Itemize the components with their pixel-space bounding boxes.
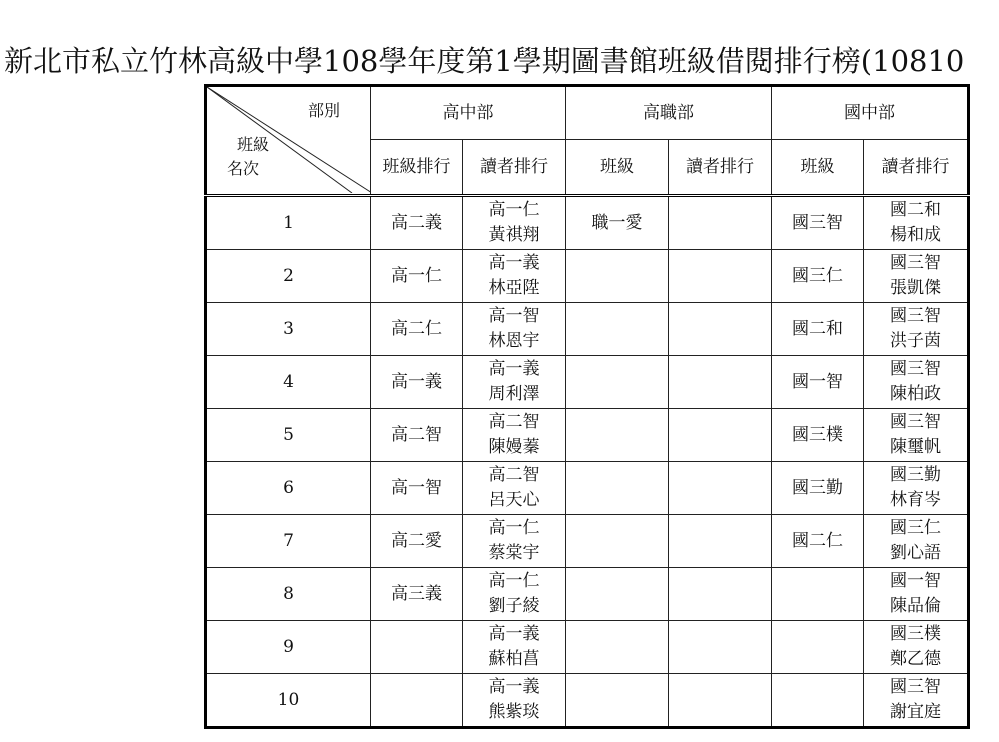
junior-reader-cell xyxy=(864,674,969,728)
rank-number: 9 xyxy=(206,621,371,674)
table-row xyxy=(206,303,969,356)
voc-class-cell xyxy=(566,674,669,728)
junior-reader-cell xyxy=(864,462,969,515)
voc-class-cell xyxy=(566,250,669,303)
junior-reader-class: 國三智 xyxy=(890,306,941,326)
voc-class-cell: 職一愛 xyxy=(566,196,669,250)
senior-reader-cell xyxy=(463,196,566,250)
senior-reader-class: 高二智 xyxy=(488,465,540,485)
senior-class-cell: 高二智 xyxy=(371,409,463,462)
corner-department-label: 部別 xyxy=(307,101,340,120)
senior-class-cell xyxy=(371,674,463,728)
rank-number: 3 xyxy=(206,303,371,356)
rank-number: 6 xyxy=(206,462,371,515)
voc-class-cell xyxy=(566,356,669,409)
junior-reader-name: 洪子茵 xyxy=(890,331,941,351)
senior-class-cell: 高二義 xyxy=(371,196,463,250)
senior-class-cell: 高一智 xyxy=(371,462,463,515)
junior-class-cell: 國二和 xyxy=(772,303,864,356)
junior-reader-class: 國三樸 xyxy=(890,624,941,644)
senior-class-cell: 高一仁 xyxy=(371,250,463,303)
senior-reader-class: 高一義 xyxy=(488,359,540,379)
junior-class-cell xyxy=(772,621,864,674)
subheader-senior-reader: 讀者排行 xyxy=(463,140,566,196)
voc-reader-cell xyxy=(669,303,772,356)
voc-reader-cell xyxy=(669,250,772,303)
voc-reader-cell xyxy=(669,196,772,250)
senior-reader-cell xyxy=(463,515,566,568)
senior-class-cell: 高二愛 xyxy=(371,515,463,568)
junior-reader-name: 張凱傑 xyxy=(890,278,941,298)
senior-reader-cell xyxy=(463,303,566,356)
subheader-junior-reader: 讀者排行 xyxy=(864,140,969,196)
rank-number: 7 xyxy=(206,515,371,568)
junior-reader-name: 劉心語 xyxy=(890,543,941,563)
voc-reader-cell xyxy=(669,356,772,409)
junior-reader-name: 林育岑 xyxy=(890,490,941,510)
junior-reader-class: 國二和 xyxy=(890,200,941,220)
senior-reader-name: 黃祺翔 xyxy=(488,225,540,245)
senior-reader-name: 蔡棠宇 xyxy=(488,543,540,563)
senior-reader-class: 高一智 xyxy=(488,306,540,326)
rank-number: 1 xyxy=(206,196,371,250)
senior-reader-name: 林亞陞 xyxy=(488,278,540,298)
subheader-voc-reader: 讀者排行 xyxy=(669,140,772,196)
junior-reader-cell xyxy=(864,196,969,250)
senior-reader-name: 劉子綾 xyxy=(488,596,540,616)
section-junior-high: 國中部 xyxy=(772,86,969,140)
senior-reader-name: 林恩宇 xyxy=(488,331,540,351)
junior-class-cell: 國一智 xyxy=(772,356,864,409)
voc-reader-cell xyxy=(669,621,772,674)
senior-reader-name: 熊紫琰 xyxy=(488,702,540,722)
junior-reader-cell xyxy=(864,568,969,621)
junior-class-cell: 國三勤 xyxy=(772,462,864,515)
junior-class-cell: 國三仁 xyxy=(772,250,864,303)
senior-class-cell: 高二仁 xyxy=(371,303,463,356)
senior-reader-class: 高二智 xyxy=(488,412,540,432)
junior-reader-name: 鄭乙德 xyxy=(890,649,941,669)
voc-class-cell xyxy=(566,462,669,515)
senior-class-cell: 高三義 xyxy=(371,568,463,621)
junior-class-cell: 國二仁 xyxy=(772,515,864,568)
junior-class-cell: 國三樸 xyxy=(772,409,864,462)
table-row xyxy=(206,409,969,462)
rank-number: 4 xyxy=(206,356,371,409)
section-vocational: 高職部 xyxy=(566,86,772,140)
voc-reader-cell xyxy=(669,462,772,515)
junior-reader-cell xyxy=(864,515,969,568)
senior-reader-cell xyxy=(463,621,566,674)
senior-reader-cell xyxy=(463,462,566,515)
section-senior-high: 高中部 xyxy=(371,86,566,140)
voc-class-cell xyxy=(566,515,669,568)
junior-reader-cell xyxy=(864,250,969,303)
table-row xyxy=(206,356,969,409)
senior-reader-cell xyxy=(463,568,566,621)
rank-number: 10 xyxy=(206,674,371,728)
senior-class-cell xyxy=(371,621,463,674)
table-row xyxy=(206,621,969,674)
junior-reader-name: 楊和成 xyxy=(890,225,941,245)
junior-reader-cell xyxy=(864,356,969,409)
junior-class-cell: 國三智 xyxy=(772,196,864,250)
corner-header-cell xyxy=(206,86,371,196)
senior-reader-class: 高一義 xyxy=(488,624,540,644)
senior-reader-cell xyxy=(463,674,566,728)
table-row xyxy=(206,568,969,621)
junior-class-cell xyxy=(772,674,864,728)
junior-reader-cell xyxy=(864,621,969,674)
table-row xyxy=(206,462,969,515)
page-title: 新北市私立竹林高級中學108學年度第1學期圖書館班級借閱排行榜(10810 xyxy=(4,44,965,78)
junior-reader-class: 國三智 xyxy=(890,253,941,273)
senior-reader-name: 呂天心 xyxy=(488,490,540,510)
junior-reader-name: 陳璽帆 xyxy=(890,437,941,457)
table-row xyxy=(206,674,969,728)
senior-reader-class: 高一義 xyxy=(488,677,540,697)
senior-class-cell: 高一義 xyxy=(371,356,463,409)
junior-reader-name: 陳品倫 xyxy=(890,596,941,616)
junior-reader-name: 謝宜庭 xyxy=(890,702,941,722)
table-row xyxy=(206,515,969,568)
rank-number: 2 xyxy=(206,250,371,303)
voc-reader-cell xyxy=(669,515,772,568)
subheader-senior-class: 班級排行 xyxy=(371,140,463,196)
voc-class-cell xyxy=(566,621,669,674)
junior-reader-cell xyxy=(864,409,969,462)
junior-reader-name: 陳柏政 xyxy=(890,384,941,404)
corner-class-label: 班級 xyxy=(237,135,270,154)
rank-number: 5 xyxy=(206,409,371,462)
voc-reader-cell xyxy=(669,568,772,621)
senior-reader-class: 高一仁 xyxy=(488,571,540,591)
junior-reader-class: 國一智 xyxy=(890,571,941,591)
senior-reader-class: 高一仁 xyxy=(488,518,540,538)
subheader-junior-class: 班級 xyxy=(772,140,864,196)
junior-reader-class: 國三智 xyxy=(890,359,941,379)
voc-class-cell xyxy=(566,303,669,356)
senior-reader-name: 蘇柏菖 xyxy=(488,649,540,669)
junior-reader-class: 國三智 xyxy=(890,412,941,432)
senior-reader-class: 高一義 xyxy=(488,253,540,273)
table-row xyxy=(206,250,969,303)
junior-reader-class: 國三智 xyxy=(890,677,941,697)
voc-class-cell xyxy=(566,568,669,621)
corner-rank-label: 名次 xyxy=(227,159,260,178)
senior-reader-class: 高一仁 xyxy=(488,200,540,220)
senior-reader-name: 周利澤 xyxy=(488,384,540,404)
junior-reader-class: 國三勤 xyxy=(890,465,941,485)
table-row xyxy=(206,196,969,250)
voc-reader-cell xyxy=(669,674,772,728)
ranking-table xyxy=(204,84,970,729)
senior-reader-cell xyxy=(463,356,566,409)
senior-reader-cell xyxy=(463,409,566,462)
junior-reader-class: 國三仁 xyxy=(890,518,941,538)
voc-class-cell xyxy=(566,409,669,462)
senior-reader-cell xyxy=(463,250,566,303)
rank-number: 8 xyxy=(206,568,371,621)
junior-reader-cell xyxy=(864,303,969,356)
junior-class-cell xyxy=(772,568,864,621)
senior-reader-name: 陳嫚蓁 xyxy=(488,437,540,457)
voc-reader-cell xyxy=(669,409,772,462)
subheader-voc-class: 班級 xyxy=(566,140,669,196)
